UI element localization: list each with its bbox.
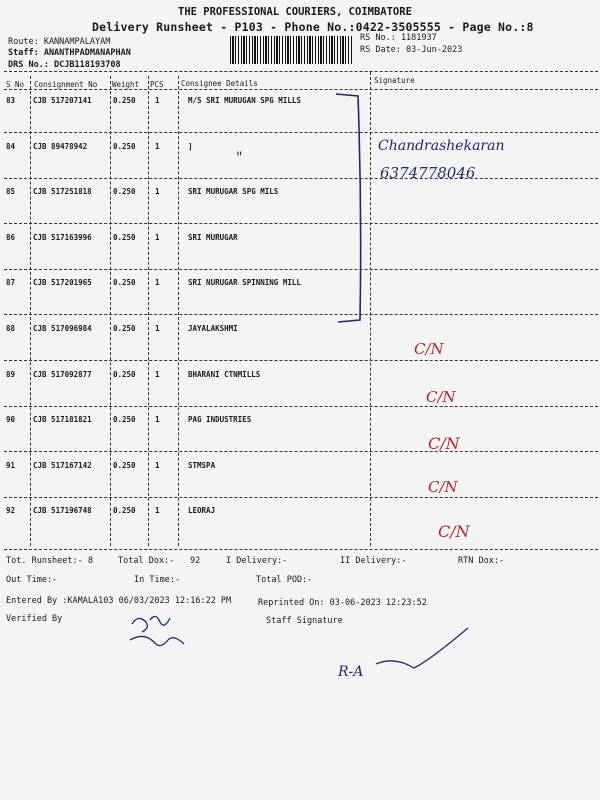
in-time: In Time:- xyxy=(134,575,181,585)
row-consignment: CJB 517251818 xyxy=(33,187,92,197)
row-weight: 0.250 xyxy=(113,141,136,151)
col-signature: Signature xyxy=(374,76,415,85)
row-consignment: CJB 89478942 xyxy=(33,141,88,151)
row-sno: 83 xyxy=(6,96,16,105)
row-consignee: SRI NURUGAR SPINNING MILL xyxy=(188,278,301,288)
cin-mark: C/N xyxy=(426,388,456,406)
row-rule xyxy=(4,269,598,270)
row-pcs: 1 xyxy=(155,460,160,470)
cin-mark: C/N xyxy=(428,434,460,453)
row-consignee: JAYALAKSHMI xyxy=(188,324,238,333)
row-consignee: LEORAJ xyxy=(188,506,216,516)
row-sno: 90 xyxy=(6,415,16,425)
row-sno: 87 xyxy=(6,278,16,288)
col-sep xyxy=(110,76,111,546)
row-sno: 89 xyxy=(6,369,16,379)
verifier-signature xyxy=(124,610,194,658)
row-weight: 0.250 xyxy=(113,506,136,516)
col-sep xyxy=(178,76,179,546)
row-consignment: CJB 517167142 xyxy=(33,460,92,470)
row-rule xyxy=(4,132,598,133)
handwritten-name: Chandrashekaran xyxy=(378,138,505,154)
row-consignee: ] xyxy=(188,141,193,151)
out-time: Out Time:- xyxy=(6,575,58,585)
row-pcs: 1 xyxy=(155,278,160,288)
ii-delivery: II Delivery:- xyxy=(340,556,407,566)
row-weight: 0.250 xyxy=(113,369,136,379)
row-rule xyxy=(4,178,598,179)
handwritten-phone: 6374778046 xyxy=(380,164,476,182)
row-sno: 91 xyxy=(6,460,16,470)
staff: Staff: ANANTHPADMANAPHAN xyxy=(8,48,131,58)
verified-by: Verified By xyxy=(6,614,63,624)
row-consignee: SRI MURUGAR xyxy=(188,232,238,242)
runsheet-title: Delivery Runsheet - P103 - Phone No.:0422-3505555 - Page No.:8 xyxy=(92,20,534,34)
row-consignment: CJB 517096984 xyxy=(33,324,92,333)
row-sno: 84 xyxy=(6,141,16,151)
col-sep xyxy=(148,76,149,546)
row-sno: 86 xyxy=(6,232,16,242)
row-rule xyxy=(4,451,598,452)
row-consignment: CJB 517201965 xyxy=(33,278,92,288)
row-pcs: 1 xyxy=(155,187,160,197)
row-pcs: 1 xyxy=(155,415,160,425)
col-sep xyxy=(30,76,31,546)
row-sno: 92 xyxy=(6,506,16,516)
row-pcs: 1 xyxy=(155,141,160,151)
col-consignee: Consignee Details xyxy=(181,79,258,88)
row-consignment: CJB 517207141 xyxy=(33,96,92,105)
row-pcs: 1 xyxy=(155,232,160,242)
row-weight: 0.250 xyxy=(113,324,136,333)
row-pcs: 1 xyxy=(155,96,160,105)
barcode xyxy=(230,36,352,64)
reprinted-on: Reprinted On: 03-06-2023 12:23:52 xyxy=(258,598,427,608)
footer-rule xyxy=(4,549,598,550)
table-top-rule xyxy=(4,71,598,72)
row-rule xyxy=(4,497,598,498)
row-rule xyxy=(4,223,598,224)
row-weight: 0.250 xyxy=(113,460,136,470)
row-consignee: SRI MURUGAR SPG MILS xyxy=(188,187,279,197)
row-weight: 0.250 xyxy=(113,187,136,197)
cin-mark: C/N xyxy=(414,340,444,358)
rtn-dox: RTN Dox:- xyxy=(458,556,505,566)
entered-by: Entered By :KAMALA103 06/03/2023 12:16:22 PM xyxy=(6,596,232,606)
col-weight: Weight xyxy=(112,80,140,89)
cin-mark: C/N xyxy=(428,478,458,496)
total-dox-value: 92 xyxy=(190,556,201,566)
col-sep xyxy=(370,72,371,546)
row-consignee: M/S SRI MURUGAN SPG MILLS xyxy=(188,96,301,105)
col-sno: S No xyxy=(6,80,25,89)
row-rule xyxy=(4,360,598,361)
ditto-mark: " xyxy=(236,150,243,166)
i-delivery: I Delivery:- xyxy=(226,556,288,566)
row-weight: 0.250 xyxy=(113,415,136,425)
row-consignment: CJB 517196748 xyxy=(33,506,92,516)
staff-signature-label: Staff Signature xyxy=(266,616,343,626)
row-consignment: CJB 517181821 xyxy=(33,415,92,425)
row-rule xyxy=(4,406,598,407)
row-pcs: 1 xyxy=(155,324,160,333)
cin-mark: C/N xyxy=(438,522,470,541)
route: Route: KANNAMPALAYAM xyxy=(8,37,111,47)
row-weight: 0.250 xyxy=(113,278,136,288)
rs-date: RS Date: 03-Jun-2023 xyxy=(360,45,463,55)
col-pcs: PCS xyxy=(150,80,164,89)
row-consignee: PAG INDUSTRIES xyxy=(188,415,252,425)
row-consignment: CJB 517092877 xyxy=(33,369,92,379)
bracket-mark xyxy=(330,88,370,328)
total-dox: Total Dox:- xyxy=(118,556,175,566)
total-pod: Total POD:- xyxy=(256,575,313,585)
row-sno: 88 xyxy=(6,324,16,333)
row-consignment: CJB 517163996 xyxy=(33,232,92,242)
tot-runsheet: Tot. Runsheet:- 8 xyxy=(6,556,93,566)
row-weight: 0.250 xyxy=(113,232,136,242)
table-header-rule xyxy=(4,89,598,90)
drs-number: DRS No.: DCJB118193708 xyxy=(8,60,121,70)
row-consignee: BHARANI CTNMILLS xyxy=(188,369,261,379)
row-sno: 85 xyxy=(6,187,16,197)
row-pcs: 1 xyxy=(155,506,160,516)
row-weight: 0.250 xyxy=(113,96,136,105)
col-consignment: Consignment No xyxy=(34,80,98,89)
staff-initials: R-A xyxy=(338,664,364,680)
company-name: THE PROFESSIONAL COURIERS, COIMBATORE xyxy=(178,6,412,18)
row-consignee: STMSPA xyxy=(188,460,216,470)
rs-number: RS No.: 1181937 xyxy=(360,33,437,43)
row-rule xyxy=(4,314,598,315)
row-pcs: 1 xyxy=(155,369,160,379)
